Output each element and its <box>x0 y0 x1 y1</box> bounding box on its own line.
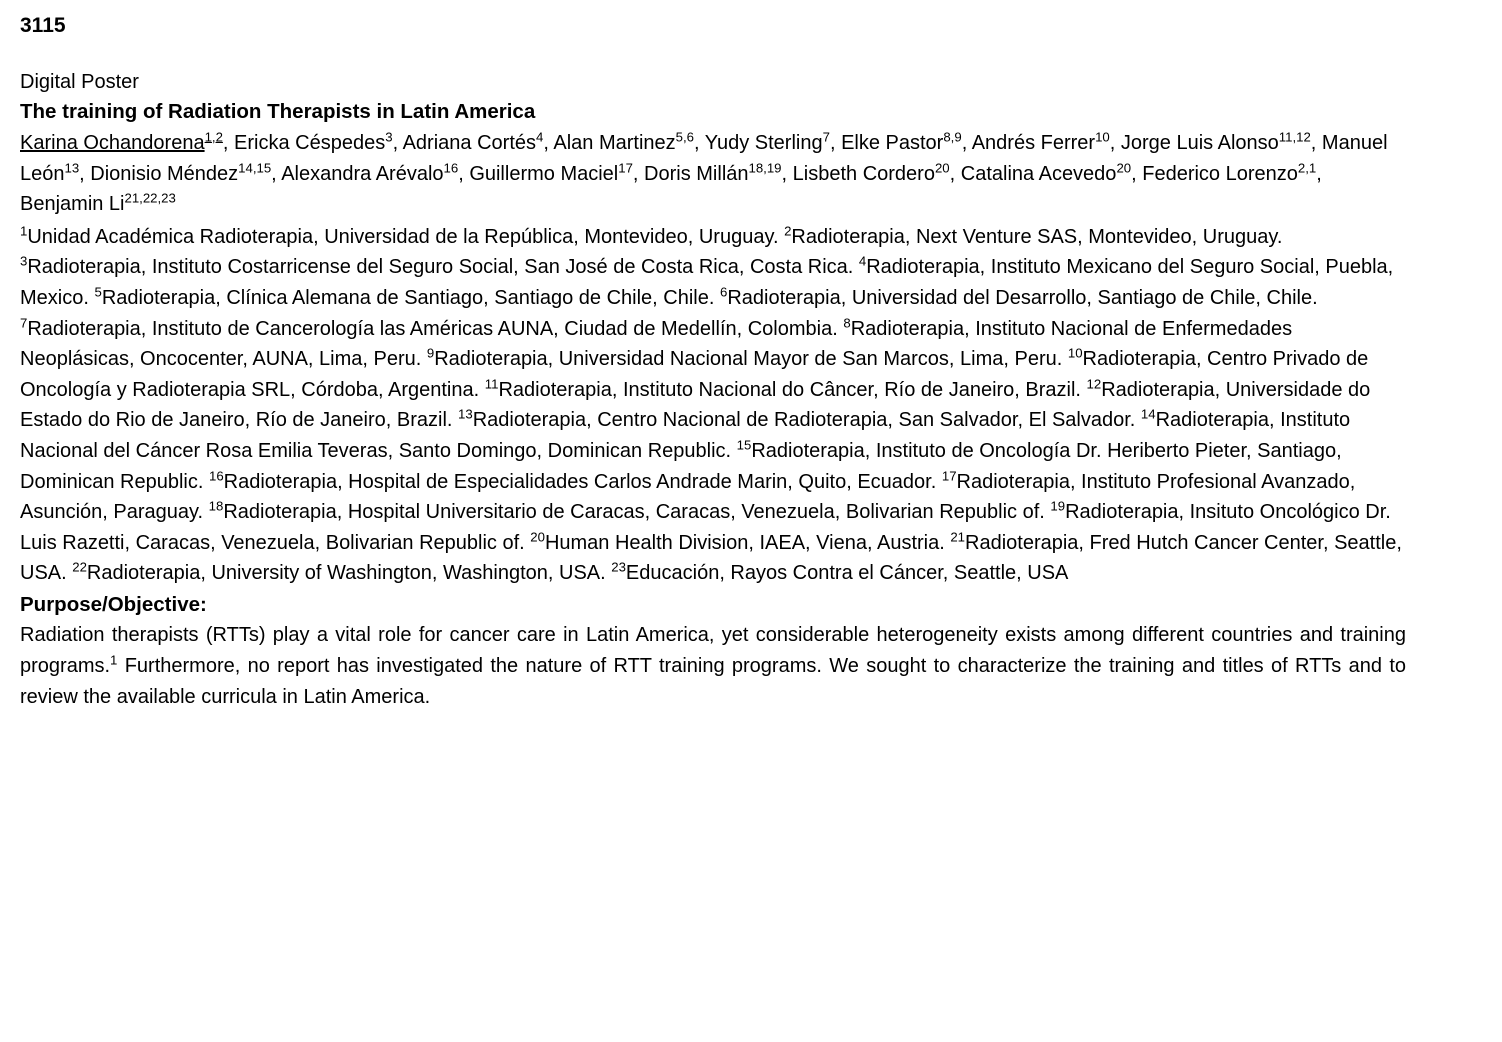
author-name: Catalina Acevedo <box>960 162 1117 185</box>
author-affiliation-marks: 8,9 <box>943 129 962 145</box>
affiliation-text: Educación, Rayos Contra el Cáncer, Seattle, USA <box>625 562 1069 585</box>
affiliation-text: Radioterapia, Instituto Costarricense del Seguro Social, San José de Costa Rica, Costa Rica. <box>27 256 854 279</box>
purpose-text-part-1: Radiation therapists (RTTs) play a vital role for cancer care in Latin America, yet considerable heterogeneity exists among different countries and training programs. <box>20 623 1406 677</box>
author-name: Yudy Sterling <box>704 131 823 154</box>
affiliation-text: Radioterapia, Centro Nacional de Radioterapia, San Salvador, El Salvador. <box>472 409 1136 432</box>
affiliation-text: Radioterapia, Universidade do Estado do Rio de Janeiro, Río de Janeiro, Brazil. <box>20 378 1371 432</box>
affiliation-mark: 17 <box>941 467 957 483</box>
author-name: Alan Martinez <box>553 131 676 154</box>
purpose-text-part-2: Furthermore, no report has investigated the nature of RTT training programs. We sought to characterize the training and titles of RTTs and to review the available curricula in Latin America. <box>20 654 1406 708</box>
affiliation-text: Radioterapia, Clínica Alemana de Santiago, Santiago de Chile, Chile. <box>101 286 715 309</box>
page-title: The training of Radiation Therapists in Latin America <box>20 100 536 124</box>
affiliation-text: Radioterapia, Universidad del Desarrollo, Santiago de Chile, Chile. <box>727 286 1318 309</box>
author-name: Alexandra Arévalo <box>281 162 444 185</box>
affiliation-mark: 19 <box>1050 498 1066 514</box>
affiliation-mark: 12 <box>1086 376 1102 392</box>
author-list-remainder: , Ericka Céspedes$^3$, Adriana Cortés$^4$, Alan Martinez$^{5,6}$, Yudy Sterling$^7$, Elke Pastor$^{8,9}$, Andrés Ferrer$^{10}$, Jorge Luis Alonso$^{11,12}$, Manuel León$^{13}$, Dionisio Méndez$^{14,15}$, Alexandra Arévalo$^{16}$, Guillermo Maciel$^{17}$, Doris Millán$^{18,19}$, Lisbeth Cordero$^{20}$, Catalina Acevedo$^{20}$, Federico Lorenzo$^{2,1}$, Benjamin Li$^{21,22,23}$ <box>20 129 1388 216</box>
affiliation-mark: 1 <box>20 223 28 239</box>
affiliation-text: Radioterapia, Hospital Universitario de Caracas, Caracas, Venezuela, Bolivarian Republic of. <box>223 501 1045 524</box>
affiliation-mark: 21 <box>950 529 966 545</box>
affiliation-text: Human Health Division, IAEA, Viena, Austria. <box>544 531 945 554</box>
affiliation-text: Radioterapia, Fred Hutch Cancer Center, Seattle, USA. <box>20 531 1402 585</box>
affiliation-text: Radioterapia, Instituto Nacional del Cáncer Rosa Emilia Teveras, Santo Domingo, Dominican Republic. <box>20 409 1351 462</box>
citation-reference-1: 1 <box>110 651 118 667</box>
author-name: Ericka Céspedes <box>234 131 386 154</box>
affiliation-mark: 9 <box>426 345 435 361</box>
author-list <box>20 128 1406 220</box>
affiliation-mark: 10 <box>1067 345 1083 361</box>
author-name: Adriana Cortés <box>402 131 536 154</box>
author-affiliation-marks: 16 <box>443 159 459 175</box>
affiliation-text: Radioterapia, University of Washington, Washington, USA. <box>86 562 606 585</box>
author-affiliation-marks: 7 <box>822 129 830 145</box>
affiliation-text: Radioterapia, Instituto Profesional Avanzado, Asunción, Paraguay. <box>20 470 1356 524</box>
affiliation-text: Radioterapia, Instituto Nacional do Câncer, Río de Janeiro, Brazil. <box>498 378 1081 401</box>
affiliation-mark: 16 <box>208 467 224 483</box>
affiliation-mark: 3 <box>20 253 28 269</box>
author-name: Lisbeth Cordero <box>792 162 935 185</box>
author-name: Federico Lorenzo <box>1142 162 1298 185</box>
affiliation-mark: 13 <box>458 406 473 422</box>
affiliation-text: Unidad Académica Radioterapia, Universidad de la República, Montevideo, Uruguay. <box>27 225 779 248</box>
affiliation-mark: 14 <box>1140 406 1156 422</box>
affiliation-text: Radioterapia, Hospital de Especialidades Carlos Andrade Marin, Quito, Ecuador. <box>223 470 937 493</box>
author-affiliation-marks: 17 <box>618 159 633 175</box>
affiliation-mark: 20 <box>530 529 545 545</box>
affiliation-list <box>20 222 1406 589</box>
affiliation-mark: 15 <box>736 437 752 453</box>
affiliation-mark: 11 <box>484 376 499 392</box>
author-name: Dionisio Méndez <box>90 162 239 185</box>
author-affiliation-marks: 11,12 <box>1278 129 1311 145</box>
affiliation-mark: 6 <box>719 284 728 300</box>
affiliation-mark: 22 <box>72 559 87 575</box>
affiliation-text: Radioterapia, Next Venture SAS, Montevideo, Uruguay. <box>791 225 1283 248</box>
section-heading-purpose: Purpose/Objective: <box>20 592 207 616</box>
author-affiliation-marks: 2,1 <box>1297 159 1317 175</box>
affiliation-mark: 4 <box>858 253 867 269</box>
presentation-type: Digital Poster <box>20 71 139 94</box>
author-name: Elke Pastor <box>841 131 944 154</box>
author-affiliation-marks: 20 <box>934 159 950 175</box>
author-name: Jorge Luis Alonso <box>1120 131 1279 154</box>
author-name: Manuel León <box>20 131 1388 185</box>
author-affiliation-marks: 18,19 <box>748 159 782 175</box>
author-name: Guillermo Maciel <box>469 162 619 185</box>
affiliation-text: Radioterapia, Instituto Nacional de Enfermedades Neoplásicas, Oncocenter, AUNA, Lima, Peru. <box>20 317 1293 371</box>
author-name: Andrés Ferrer <box>971 131 1096 154</box>
author-name: Benjamin Li <box>20 193 125 216</box>
affiliation-text: Radioterapia, Instituto de Oncología Dr. Heriberto Pieter, Santiago, Dominican Republic. <box>20 439 1342 493</box>
first-author-name: Karina Ochandorena <box>20 131 205 154</box>
affiliation-text: Radioterapia, Centro Privado de Oncología y Radioterapia SRL, Córdoba, Argentina. <box>20 348 1369 401</box>
first-author-affiliation-marks: 1,2 <box>204 129 223 145</box>
author-affiliation-marks: 20 <box>1116 159 1132 175</box>
author-name: Doris Millán <box>644 162 749 185</box>
affiliation-mark: 8 <box>843 314 851 330</box>
affiliation-mark: 5 <box>94 284 102 300</box>
affiliation-mark: 7 <box>20 314 28 330</box>
affiliation-text: Radioterapia, Instituto Mexicano del Seguro Social, Puebla, Mexico. <box>20 256 1394 309</box>
author-affiliation-marks: 5,6 <box>675 129 694 145</box>
affiliation-mark: 23 <box>611 559 626 575</box>
author-affiliation-marks: 21,22,23 <box>124 190 176 206</box>
author-affiliation-marks: 10 <box>1095 129 1110 145</box>
author-affiliation-marks: 3 <box>385 129 393 145</box>
affiliation-mark: 18 <box>208 498 224 514</box>
abstract-number: 3115 <box>20 14 66 37</box>
affiliation-mark: 2 <box>784 223 792 239</box>
author-affiliation-marks: 13 <box>64 159 80 175</box>
section-body-purpose <box>20 620 1406 713</box>
affiliation-text: Radioterapia, Universidad Nacional Mayor de San Marcos, Lima, Peru. <box>434 348 1063 371</box>
affiliation-text: Radioterapia, Insituto Oncológico Dr. Luis Razetti, Caracas, Venezuela, Bolivarian Republic of. <box>20 501 1391 554</box>
affiliation-text: Radioterapia, Instituto de Cancerología las Américas AUNA, Ciudad de Medellín, Colombia. <box>27 317 838 340</box>
author-affiliation-marks: 14,15 <box>238 159 272 175</box>
author-affiliation-marks: 4 <box>536 129 544 145</box>
